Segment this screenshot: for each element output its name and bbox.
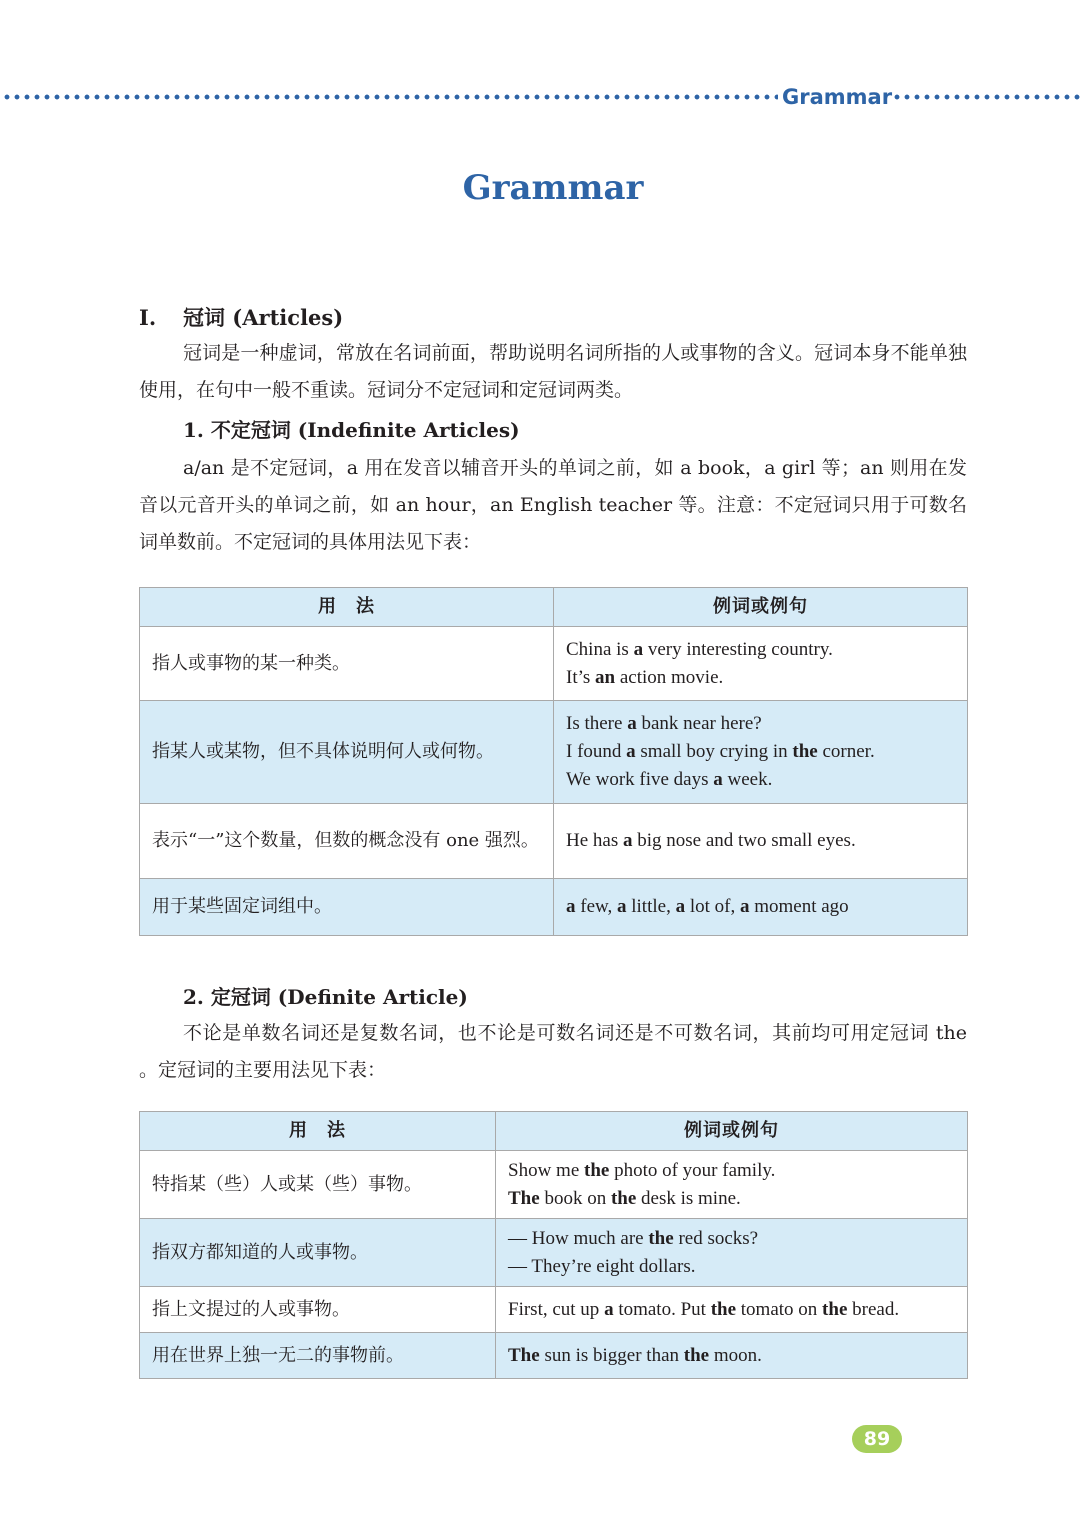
section-number: I.	[139, 305, 157, 330]
example-line: — They’re eight dollars.	[508, 1255, 696, 1277]
usage-cell: 指双方都知道的人或事物。	[140, 1219, 496, 1287]
articles-intro: 冠词是一种虚词，常放在名词前面，帮助说明名词所指的人或事物的含义。冠词本身不能单独使用，在句中一般不重读。冠词分不定冠词和定冠词两类。	[139, 342, 967, 401]
examples-cell	[554, 701, 968, 804]
example-line: Is there a bank near here?	[566, 713, 762, 734]
example-line: a few, a little, a lot of, a moment ago	[566, 896, 849, 917]
example-line: The sun is bigger than the moon.	[508, 1344, 762, 1366]
table-row	[140, 701, 968, 804]
usage-cell: 指某人或某物，但不具体说明何人或何物。	[140, 701, 554, 804]
page-title: Grammar	[462, 168, 644, 208]
definite-text: 不论是单数名词还是复数名词，也不论是可数名词还是不可数名词，其前均可用定冠词 the 。定冠词的主要用法见下表：	[139, 1022, 967, 1081]
examples-cell	[496, 1151, 968, 1219]
example-line: It’s an action movie.	[566, 666, 724, 688]
indefinite-table	[139, 587, 968, 936]
table-row	[140, 1219, 968, 1287]
examples-cell	[496, 1219, 968, 1287]
examples-cell	[496, 1333, 968, 1379]
definite-heading: 2. 定冠词 (Definite Article)	[183, 985, 468, 1009]
examples-cell	[554, 879, 968, 936]
table-row	[140, 627, 968, 701]
table-row	[140, 1287, 968, 1333]
example-line: I found a small boy crying in the corner.	[566, 741, 875, 762]
table-row	[140, 879, 968, 936]
usage-cell: 用于某些固定词组中。	[140, 879, 554, 936]
indefinite-text: a/an 是不定冠词，a 用在发音以辅音开头的单词之前，如 a book，a girl 等；an 则用在发音以元音开头的单词之前，如 an hour，an English teacher 等。注意：不定冠词只用于可数名词单数前。不定冠词的具体用法见下表：	[139, 457, 967, 553]
table-header-examples: 例词或例句	[496, 1112, 968, 1151]
running-header	[0, 84, 1080, 110]
section-title: 冠词 (Articles)	[183, 305, 344, 330]
example-line: China is a very interesting country.	[566, 638, 833, 660]
header-label: Grammar	[782, 85, 893, 109]
usage-cell: 表示“一”这个数量，但数的概念没有 one 强烈。	[140, 804, 554, 879]
page-number: 89	[852, 1425, 902, 1453]
usage-cell: 用在世界上独一无二的事物前。	[140, 1333, 496, 1379]
example-line: He has a big nose and two small eyes.	[566, 830, 856, 851]
example-line: We work five days a week.	[566, 769, 773, 790]
usage-cell: 特指某（些）人或某（些）事物。	[140, 1151, 496, 1219]
table-header-usage: 用 法	[140, 1112, 496, 1151]
table-header-usage: 用 法	[140, 588, 554, 627]
table-header-examples: 例词或例句	[554, 588, 968, 627]
example-line: First, cut up a tomato. Put the tomato on the bread.	[508, 1298, 900, 1320]
examples-cell	[554, 804, 968, 879]
usage-cell: 指人或事物的某一种类。	[140, 627, 554, 701]
header-dots-right	[892, 94, 1080, 100]
example-line: Show me the photo of your family.	[508, 1159, 776, 1181]
examples-cell	[496, 1287, 968, 1333]
example-line: — How much are the red socks?	[508, 1227, 759, 1249]
definite-table	[139, 1111, 968, 1379]
usage-cell: 指上文提过的人或事物。	[140, 1287, 496, 1333]
indefinite-heading: 1. 不定冠词 (Indefinite Articles)	[183, 418, 520, 442]
example-line: The book on the desk is mine.	[508, 1187, 741, 1209]
examples-cell	[554, 627, 968, 701]
table-row	[140, 1333, 968, 1379]
section-heading-articles	[139, 302, 343, 334]
table-row	[140, 804, 968, 879]
table-row	[140, 1151, 968, 1219]
header-dots-left	[2, 94, 778, 100]
